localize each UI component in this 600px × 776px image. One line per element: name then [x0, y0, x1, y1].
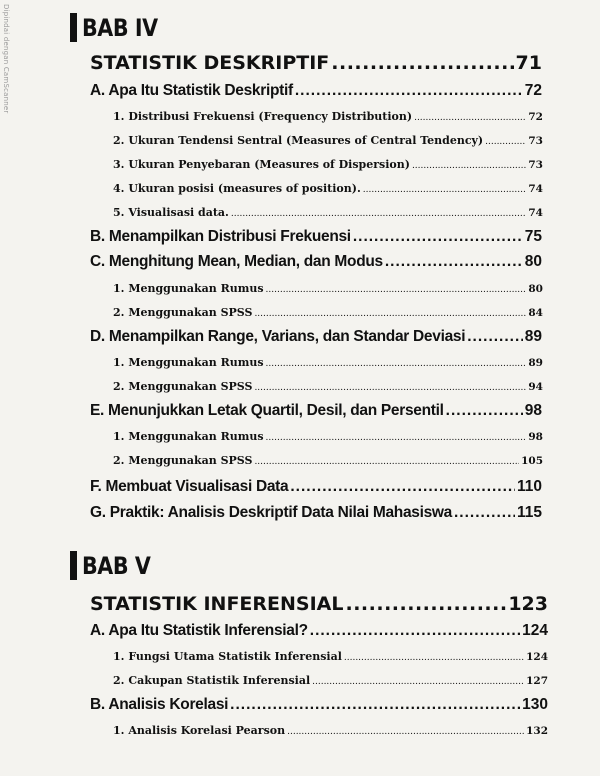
toc-title: STATISTIK INFERENSIAL: [90, 593, 344, 615]
toc-section[interactable]: [90, 402, 542, 420]
toc-section[interactable]: [90, 82, 542, 100]
toc-item[interactable]: [113, 306, 543, 319]
toc-page: 124: [522, 622, 548, 639]
toc-title: 1. Menggunakan Rumus: [113, 430, 264, 443]
toc-page: 132: [526, 725, 548, 737]
toc-section[interactable]: [90, 228, 542, 246]
toc-section[interactable]: [90, 478, 542, 496]
dot-leader: [312, 677, 524, 687]
toc-title: 2. Menggunakan SPSS: [113, 454, 253, 467]
chapter-label-text: BAB V: [82, 551, 151, 580]
toc-title: 5. Visualisasi data.: [113, 206, 229, 219]
toc-title: 1. Menggunakan Rumus: [113, 356, 264, 369]
toc-page: 127: [526, 675, 548, 687]
dot-leader: [454, 504, 515, 522]
toc-title: 1. Analisis Korelasi Pearson: [113, 724, 286, 737]
dot-leader: [412, 161, 526, 171]
toc-section[interactable]: [90, 504, 542, 522]
dot-leader: [310, 622, 520, 640]
toc-page: 72: [524, 82, 542, 99]
toc-item[interactable]: [113, 380, 543, 393]
toc-page: 75: [524, 228, 542, 245]
toc-title: 2. Ukuran Tendensi Sentral (Measures of Central Tendency): [113, 134, 484, 147]
toc-page: 73: [528, 159, 543, 171]
toc-section[interactable]: [90, 622, 548, 640]
toc-page: 123: [508, 593, 548, 615]
dot-leader: [231, 209, 526, 219]
toc-page: 80: [528, 283, 543, 295]
toc-title: 2. Cakupan Statistik Inferensial: [113, 674, 311, 687]
dot-leader: [385, 253, 523, 271]
toc-item[interactable]: [113, 158, 543, 171]
toc-page: 115: [516, 504, 542, 521]
toc-page: 94: [528, 381, 543, 393]
toc-item[interactable]: [113, 724, 548, 737]
toc-page: 98: [524, 402, 542, 419]
dot-leader: [485, 137, 526, 147]
dot-leader: [346, 593, 507, 615]
dot-leader: [254, 457, 519, 467]
toc-item[interactable]: [113, 650, 548, 663]
toc-page: 74: [528, 183, 543, 195]
dot-leader: [230, 696, 520, 714]
toc-title: 1. Distribusi Frekuensi (Frequency Distribution): [113, 110, 413, 123]
toc-item[interactable]: [113, 282, 543, 295]
toc-section[interactable]: [90, 253, 542, 271]
dot-leader: [290, 478, 515, 496]
toc-title: B. Menampilkan Distribusi Frekuensi: [90, 228, 351, 245]
chapter-label-text: BAB IV: [82, 13, 158, 42]
scanner-watermark: Dipindai dengan CamScanner: [2, 4, 10, 114]
toc-page: 110: [516, 478, 542, 495]
dot-leader: [446, 402, 523, 420]
toc-page: 73: [528, 135, 543, 147]
toc-page: 74: [528, 207, 543, 219]
dot-leader: [295, 82, 523, 100]
toc-title: G. Praktik: Analisis Deskriptif Data Nilai Mahasiswa: [90, 504, 452, 521]
toc-item[interactable]: [113, 454, 543, 467]
dot-leader: [266, 433, 527, 443]
toc-item[interactable]: [113, 674, 548, 687]
dot-leader: [363, 185, 527, 195]
toc-section[interactable]: [90, 696, 548, 714]
dot-leader: [266, 285, 527, 295]
toc-page: 98: [528, 431, 543, 443]
toc-chapter-title[interactable]: [90, 593, 548, 615]
dot-leader: [287, 727, 524, 737]
dot-leader: [331, 52, 513, 74]
toc-page: 89: [524, 328, 542, 345]
dot-leader: [414, 113, 526, 123]
toc-item[interactable]: [113, 356, 543, 369]
toc-title: STATISTIK DESKRIPTIF: [90, 52, 330, 74]
toc-item[interactable]: [113, 430, 543, 443]
dot-leader: [254, 309, 526, 319]
toc-title: 3. Ukuran Penyebaran (Measures of Dispersion): [113, 158, 410, 171]
toc-title: 2. Menggunakan SPSS: [113, 380, 253, 393]
toc-section[interactable]: [90, 328, 542, 346]
toc-page: 130: [522, 696, 548, 713]
dot-leader: [344, 653, 524, 663]
toc-title: A. Apa Itu Statistik Deskriptif: [90, 82, 293, 99]
chapter-label: [70, 551, 162, 580]
toc-page: 89: [528, 357, 543, 369]
toc-item[interactable]: [113, 110, 543, 123]
toc-page: 84: [528, 307, 543, 319]
dot-leader: [254, 383, 526, 393]
toc-page: 105: [521, 455, 543, 467]
toc-chapter-title[interactable]: [90, 52, 542, 74]
toc-title: 1. Fungsi Utama Statistik Inferensial: [113, 650, 342, 663]
dot-leader: [266, 359, 527, 369]
toc-item[interactable]: [113, 134, 543, 147]
toc-page: 80: [524, 253, 542, 270]
chapter-label: [70, 13, 170, 42]
toc-title: E. Menunjukkan Letak Quartil, Desil, dan Persentil: [90, 402, 444, 419]
dot-leader: [353, 228, 523, 246]
toc-title: B. Analisis Korelasi: [90, 696, 229, 713]
toc-title: 2. Menggunakan SPSS: [113, 306, 253, 319]
toc-title: A. Apa Itu Statistik Inferensial?: [90, 622, 308, 639]
toc-title: 1. Menggunakan Rumus: [113, 282, 264, 295]
toc-page: 72: [528, 111, 543, 123]
toc-title: C. Menghitung Mean, Median, dan Modus: [90, 253, 383, 270]
toc-page: 124: [526, 651, 548, 663]
chapter-marker-bar: [70, 551, 77, 580]
toc-page: 71: [515, 52, 542, 74]
toc-item[interactable]: [113, 182, 543, 195]
toc-title: F. Membuat Visualisasi Data: [90, 478, 289, 495]
toc-title: D. Menampilkan Range, Varians, dan Standar Deviasi: [90, 328, 466, 345]
toc-item[interactable]: [113, 206, 543, 219]
toc-title: 4. Ukuran posisi (measures of position).: [113, 182, 361, 195]
chapter-marker-bar: [70, 13, 77, 42]
dot-leader: [467, 328, 523, 346]
